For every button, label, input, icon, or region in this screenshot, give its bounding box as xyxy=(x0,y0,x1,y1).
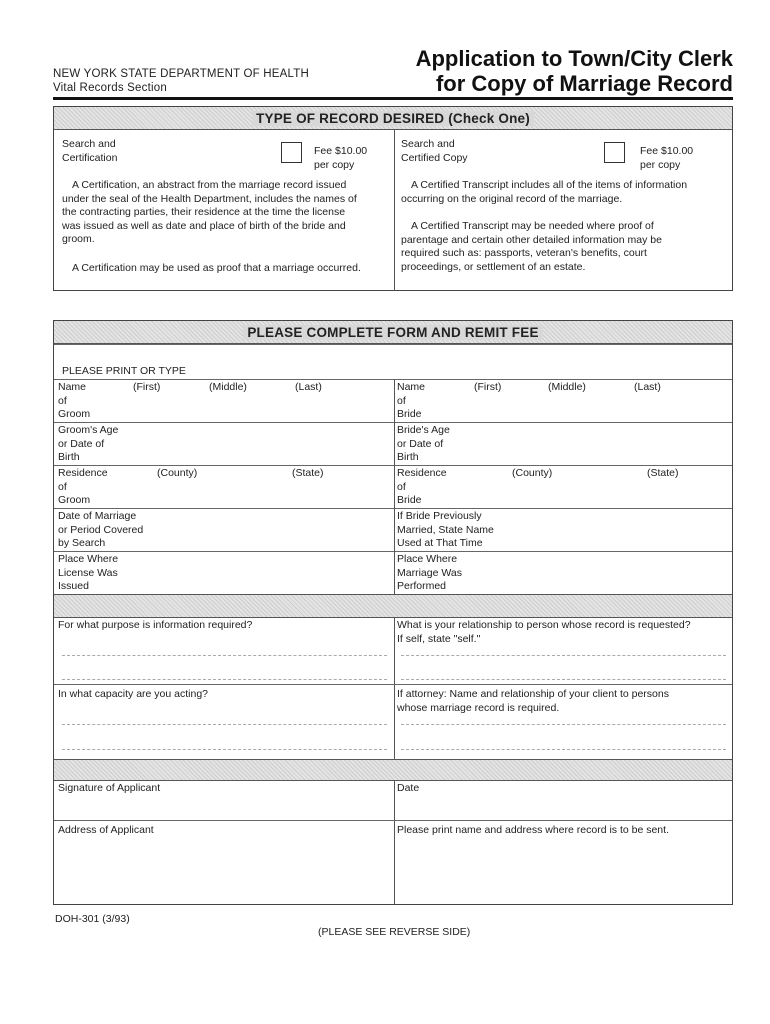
form-heading-band xyxy=(54,321,732,344)
attorney-line[interactable] xyxy=(401,724,726,725)
form-title xyxy=(416,46,733,96)
row-rule xyxy=(54,379,732,380)
row-rule xyxy=(54,684,732,685)
certification-desc-line: A Certification, an abstract from the marriage record issued xyxy=(72,179,347,191)
certified-copy-desc-line: occurring on the original record of the marriage. xyxy=(401,192,623,205)
field-label: Performed xyxy=(397,580,447,592)
groom-first-label: (First) xyxy=(133,381,161,393)
bride-middle-label: (Middle) xyxy=(548,381,586,393)
field-label: Residence xyxy=(397,467,447,479)
certified-copy-fee-line2: per copy xyxy=(640,158,681,171)
relationship-label xyxy=(397,619,691,646)
certified-copy-label xyxy=(401,138,468,165)
groom-county-label: (County) xyxy=(157,467,198,479)
bride-last-label: (Last) xyxy=(634,381,661,393)
capacity-line[interactable] xyxy=(62,749,387,750)
relationship-label-line1: What is your relationship to person whose record is requested? xyxy=(397,619,691,631)
record-type-box xyxy=(53,106,733,291)
certification-label xyxy=(62,138,117,165)
field-label: If Bride Previously xyxy=(397,510,482,522)
field-label: Groom's Age xyxy=(58,424,119,436)
title-line-2: for Copy of Marriage Record xyxy=(435,71,733,96)
row-rule xyxy=(54,465,732,466)
shaded-separator xyxy=(54,759,732,781)
certified-copy-fee-line1: Fee $10.00 xyxy=(640,145,694,157)
capacity-label: In what capacity are you acting? xyxy=(58,688,209,700)
certification-description xyxy=(62,179,387,247)
record-type-divider xyxy=(394,129,395,291)
capacity-line[interactable] xyxy=(62,724,387,725)
certified-copy-usage-line: parentage and certain other detailed information may be xyxy=(401,233,662,246)
certification-usage: A Certification may be used as proof that a marriage occurred. xyxy=(72,262,361,274)
field-label: Date of Marriage xyxy=(58,510,137,522)
certified-copy-fee xyxy=(640,145,693,172)
bride-residence-field[interactable] xyxy=(397,467,447,508)
relationship-label-line2: If self, state "self." xyxy=(397,632,481,645)
certified-copy-usage-line: proceedings, or settlement of an estate. xyxy=(401,260,586,273)
field-label: of xyxy=(397,480,406,493)
attorney-line[interactable] xyxy=(401,749,726,750)
certification-desc-line: groom. xyxy=(62,233,95,245)
certified-copy-usage xyxy=(401,220,731,274)
field-label: Bride xyxy=(397,408,422,420)
column-divider xyxy=(394,379,395,594)
field-label: Groom xyxy=(58,408,91,420)
title-line-1: Application to Town/City Clerk xyxy=(415,46,733,71)
field-label: Married, State Name xyxy=(397,523,494,536)
groom-residence-field[interactable] xyxy=(58,467,108,508)
bride-age-field[interactable] xyxy=(397,424,450,465)
field-label: of xyxy=(58,480,67,493)
groom-name-field[interactable] xyxy=(58,381,90,422)
field-label: Birth xyxy=(397,451,419,463)
marriage-date-field[interactable] xyxy=(58,510,143,551)
date-field[interactable]: Date xyxy=(397,782,420,794)
field-label: Name xyxy=(58,381,87,393)
field-label: or Period Covered xyxy=(58,523,144,536)
groom-middle-label: (Middle) xyxy=(209,381,247,393)
certification-label-line2: Certification xyxy=(62,151,118,164)
field-label: Bride's Age xyxy=(397,424,450,436)
signature-field[interactable]: Signature of Applicant xyxy=(58,782,161,794)
certified-copy-label-line1: Search and xyxy=(401,138,455,150)
agency-header xyxy=(53,67,309,95)
record-type-heading-band xyxy=(54,107,732,130)
bride-state-label: (State) xyxy=(647,467,679,479)
purpose-line[interactable] xyxy=(62,679,387,680)
field-label: of xyxy=(397,394,406,407)
title-rule xyxy=(53,97,733,100)
certified-copy-label-line2: Certified Copy xyxy=(401,151,468,164)
field-label: or Date of xyxy=(58,437,105,450)
certification-fee-line1: Fee $10.00 xyxy=(314,145,368,157)
license-place-field[interactable] xyxy=(58,553,118,594)
reverse-side-note: (PLEASE SEE REVERSE SIDE) xyxy=(318,926,471,938)
row-rule xyxy=(54,508,732,509)
shaded-separator xyxy=(54,594,732,618)
certified-copy-checkbox[interactable] xyxy=(604,142,625,163)
section-name: Vital Records Section xyxy=(53,82,167,94)
heading-rule xyxy=(54,344,732,345)
row-rule xyxy=(54,422,732,423)
column-divider xyxy=(394,617,395,759)
send-to-field[interactable]: Please print name and address where record is to be sent. xyxy=(397,824,669,836)
attorney-label-line2: whose marriage record is required. xyxy=(397,701,560,714)
groom-state-label: (State) xyxy=(292,467,324,479)
bride-previous-name-field[interactable] xyxy=(397,510,494,551)
certification-desc-line: was issued as well as date and place of birth of the bride and xyxy=(62,219,346,232)
agency-name: NEW YORK STATE DEPARTMENT OF HEALTH xyxy=(53,68,309,80)
certified-copy-usage-line: A Certified Transcript may be needed where proof of xyxy=(411,220,654,232)
field-label: Birth xyxy=(58,451,80,463)
attorney-label-line1: If attorney: Name and relationship of your client to persons xyxy=(397,688,669,700)
field-label: Groom xyxy=(58,494,91,506)
groom-age-field[interactable] xyxy=(58,424,118,465)
certification-fee-line2: per copy xyxy=(314,158,355,171)
certification-label-line1: Search and xyxy=(62,138,116,150)
certified-copy-desc-line: A Certified Transcript includes all of the items of information xyxy=(411,179,688,191)
bride-county-label: (County) xyxy=(512,467,553,479)
field-label: Residence xyxy=(58,467,108,479)
groom-last-label: (Last) xyxy=(295,381,322,393)
field-label: Marriage Was xyxy=(397,566,462,579)
field-label: Name xyxy=(397,381,426,393)
purpose-label: For what purpose is information required? xyxy=(58,619,253,631)
field-label: or Date of xyxy=(397,437,444,450)
application-form xyxy=(53,320,733,905)
print-instruction: PLEASE PRINT OR TYPE xyxy=(62,365,186,377)
field-label: Place Where xyxy=(58,553,119,565)
field-label: by Search xyxy=(58,537,106,549)
purpose-line[interactable] xyxy=(62,655,387,656)
form-number: DOH-301 (3/93) xyxy=(55,913,130,925)
certified-copy-description xyxy=(401,179,731,206)
relationship-line[interactable] xyxy=(401,655,726,656)
certified-copy-usage-line: required such as: passports, veteran's benefits, court xyxy=(401,247,647,259)
field-label: of xyxy=(58,394,67,407)
form-heading: PLEASE COMPLETE FORM AND REMIT FEE xyxy=(243,325,542,340)
bride-first-label: (First) xyxy=(474,381,502,393)
bride-name-field[interactable] xyxy=(397,381,425,422)
field-label: Place Where xyxy=(397,553,458,565)
address-field[interactable]: Address of Applicant xyxy=(58,824,154,836)
attorney-label xyxy=(397,688,669,715)
certification-desc-line: under the seal of the Health Department, includes the names of xyxy=(62,192,357,205)
marriage-place-field[interactable] xyxy=(397,553,462,594)
record-type-heading: TYPE OF RECORD DESIRED (Check One) xyxy=(252,111,534,126)
certification-checkbox[interactable] xyxy=(281,142,302,163)
column-divider xyxy=(394,780,395,904)
field-label: Used at That Time xyxy=(397,537,483,549)
field-label: Issued xyxy=(58,580,89,592)
certification-fee xyxy=(314,145,367,172)
field-label: License Was xyxy=(58,566,118,579)
relationship-line[interactable] xyxy=(401,679,726,680)
row-rule xyxy=(54,820,732,821)
certification-desc-line: the contracting parties, their residence at the time the license xyxy=(62,206,346,218)
row-rule xyxy=(54,551,732,552)
field-label: Bride xyxy=(397,494,422,506)
